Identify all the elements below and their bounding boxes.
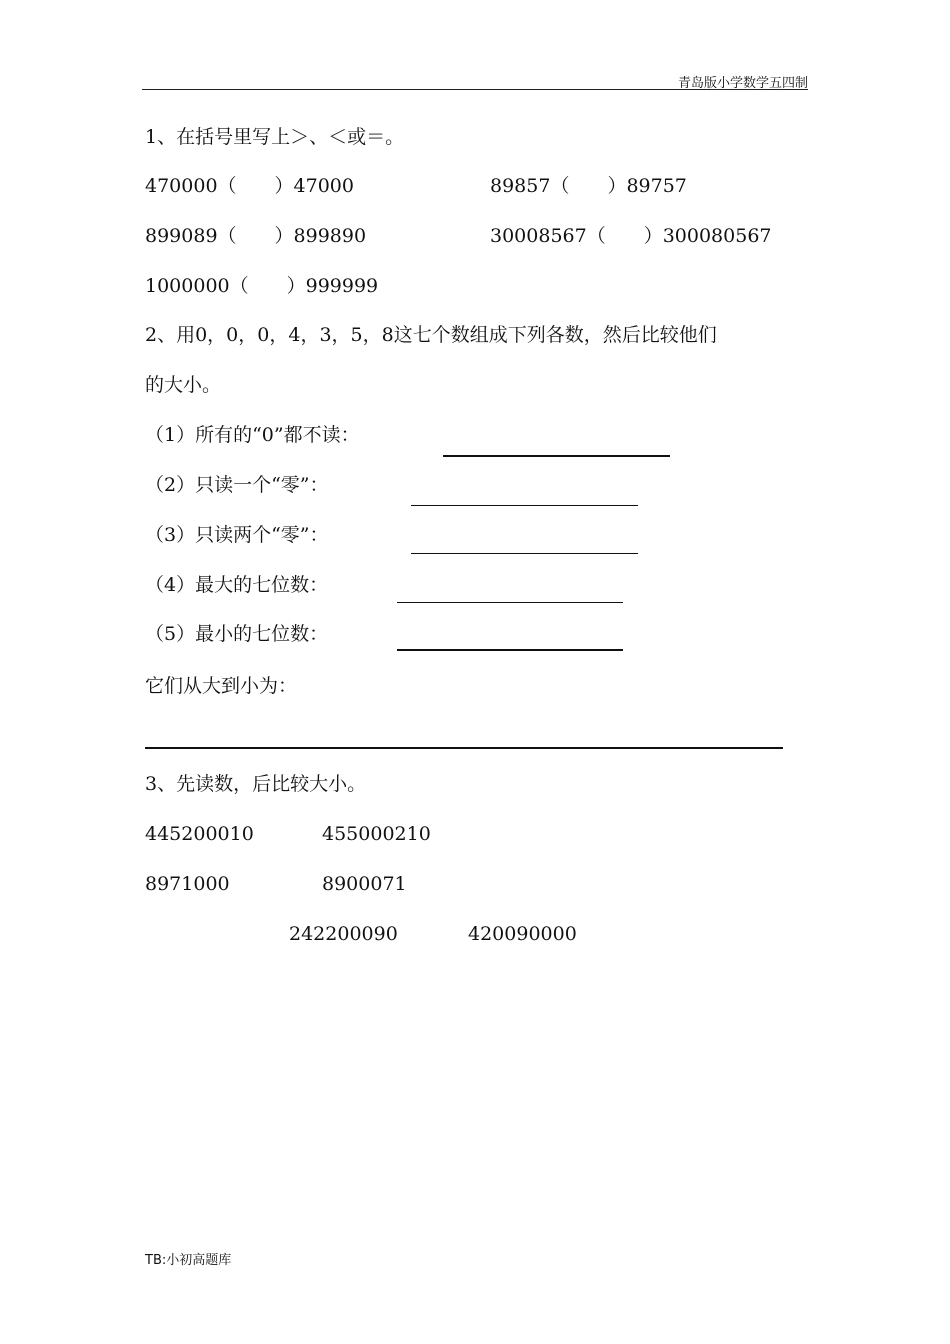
q2-order-label: 它们从大到小为： — [145, 675, 298, 697]
q2-heading-line2: 的大小。 — [145, 374, 222, 396]
q1-row2-left: 899089（ ）899890 — [145, 225, 367, 247]
q1-row3-left: 1000000（ ）999999 — [145, 275, 379, 297]
answer-line-5[interactable] — [397, 649, 623, 651]
q2-heading-line1: 2、用0，0，0，4，3，5，8这七个数组成下列各数，然后比较他们 — [145, 324, 717, 346]
q3-pair3-a: 242200090 — [289, 923, 398, 945]
header-title: 青岛版小学数学五四制 — [677, 76, 808, 91]
q1-row2-right: 30008567（ ）300080567 — [490, 225, 772, 247]
q3-pair1-b: 455000210 — [322, 823, 431, 845]
answer-line-4[interactable] — [397, 602, 623, 603]
q3-pair2-a: 8971000 — [145, 873, 230, 895]
q1-row1-right: 89857（ ）89757 — [490, 175, 687, 197]
answer-line-3[interactable] — [411, 553, 638, 554]
q2-item-3: （3）只读两个“零”： — [145, 524, 329, 546]
q2-item-1: （1）所有的“0”都不读： — [145, 424, 360, 446]
q3-pair2-b: 8900071 — [322, 873, 407, 895]
q1-row1-left: 470000（ ）47000 — [145, 175, 354, 197]
answer-line-1[interactable] — [443, 455, 670, 457]
header-divider — [142, 89, 808, 90]
q3-heading: 3、先读数，后比较大小。 — [145, 773, 367, 795]
q2-item-2: （2）只读一个“零”： — [145, 474, 329, 496]
q3-pair1-a: 445200010 — [145, 823, 254, 845]
q2-item-5: （5）最小的七位数： — [145, 623, 329, 645]
q2-item-4: （4）最大的七位数： — [145, 574, 329, 596]
answer-line-order[interactable] — [145, 747, 783, 749]
footer-text: TB:小初高题库 — [145, 1253, 232, 1268]
answer-line-2[interactable] — [411, 505, 638, 506]
q1-heading: 1、在括号里写上＞、＜或＝。 — [145, 126, 405, 148]
q3-pair3-b: 420090000 — [468, 923, 577, 945]
